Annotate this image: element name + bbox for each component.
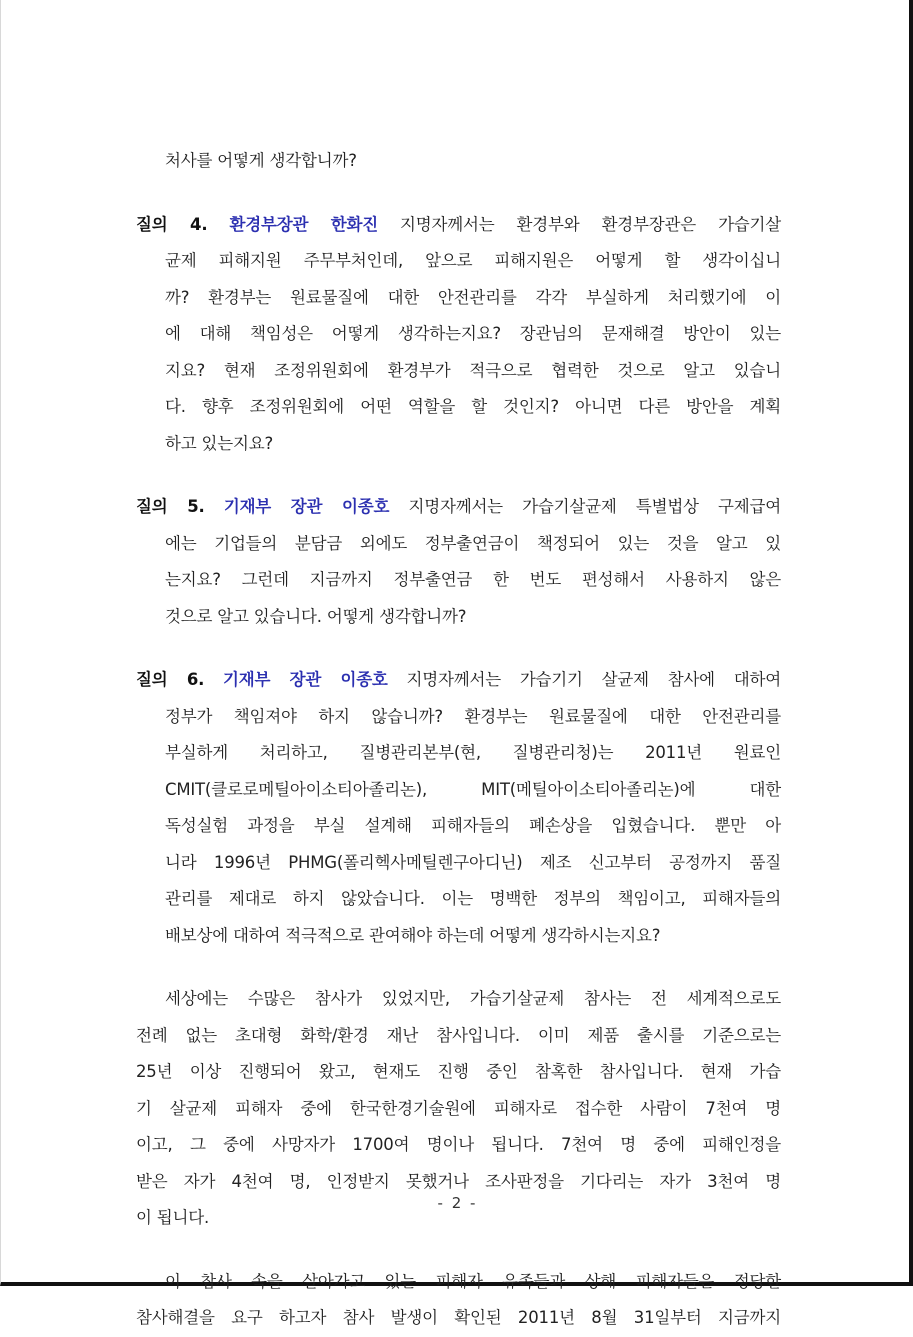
question-6-addressee: 기재부 장관 이종호	[223, 670, 388, 689]
text-line: 기 살균제 피해자 중에 한국한경기술원에 피해자로 접수한 사람이 7천여 명	[136, 1098, 781, 1118]
text-line: 참사해결을 요구 하고자 참사 발생이 확인된 2011년 8월 31일부터 지금까지	[136, 1308, 781, 1327]
paragraph-gap	[136, 954, 781, 981]
text-line: 받은 자가 4천여 명, 인정받지 못했거나 조사판정을 기다리는 자가 3천여 명	[136, 1171, 781, 1191]
question-4-first-line	[136, 207, 781, 244]
text-line: 처사를 어떻게 생각합니까?	[165, 151, 357, 170]
text-line: 다. 향후 조정위원회에 어떤 역할을 할 것인지? 아니면 다른 방안을 계획	[165, 397, 781, 416]
paragraph-gap	[136, 1237, 781, 1264]
text-line: 것으로 알고 있습니다. 어떻게 생각합니까?	[165, 606, 467, 626]
question-4-label: 질의 4.	[136, 214, 208, 234]
question-5	[136, 489, 781, 635]
question-6-first-line	[136, 662, 781, 699]
text-line: 균제 피해지원 주무부처인데, 앞으로 피해지원은 어떻게 할 생각이십니	[165, 251, 781, 270]
text-line: 세상에는 수많은 참사가 있었지만, 가습기살균제 참사는 전 세계적으로도	[165, 989, 781, 1008]
text-line: 부실하게 처리하고, 질병관리본부(현, 질병관리청)는 2011년 원료인	[165, 743, 781, 762]
question-5-first-text: 지명자께서는 가습기살균제 특별법상 구제급여	[408, 497, 781, 516]
question-4-first-text: 지명자께서는 환경부와 환경부장관은 가습기살	[400, 214, 782, 234]
page-number: - 2 -	[437, 1194, 478, 1212]
text-line: 하고 있는지요?	[165, 433, 274, 453]
text-line: CMIT(클로로메틸아이소티아졸리논), MIT(메틸아이소티아졸리논)에 대한	[165, 779, 781, 799]
text-line: 이 됩니다.	[136, 1208, 210, 1227]
document-body	[136, 143, 781, 1337]
question-5-addressee: 기재부 장관 이종호	[223, 497, 390, 516]
text-line: 정부가 책임져야 하지 않습니까? 환경부는 원료물질에 대한 안전관리를	[165, 706, 781, 726]
question-6-first-text: 지명자께서는 가습기기 살균제 참사에 대하여	[406, 670, 781, 689]
text-line: 전례 없는 초대형 화학/환경 재난 참사입니다. 이미 제품 출시를 기준으로는	[136, 1025, 781, 1045]
question-6	[136, 662, 781, 954]
text-line: 지요? 현재 조정위원회에 환경부가 적극으로 협력한 것으로 알고 있습니	[165, 360, 781, 380]
text-line: 까? 환경부는 원료물질에 대한 안전관리를 각각 부실하게 처리했기에 이	[165, 287, 781, 307]
text-line: 이고, 그 중에 사망자가 1700여 명이나 됩니다. 7천여 명 중에 피해인정을	[136, 1135, 781, 1154]
text-line: 니라 1996년 PHMG(폴리헥사메틸렌구아디닌) 제조 신고부터 공정까지 품질	[165, 852, 781, 872]
question-5-label: 질의 5.	[136, 497, 205, 516]
text-line: 독성실험 과정을 부실 설계해 피해자들의 폐손상을 입혔습니다. 뿐만 아	[165, 816, 781, 835]
text-line: 이 참사 속을 살아가고 있는 피해자 유족들과 상해 피해자들은 정당한	[165, 1271, 781, 1291]
question-4-addressee: 환경부장관 한화진	[229, 214, 378, 234]
text-line: 관리를 제대로 하지 않았습니다. 이는 명백한 정부의 책임이고, 피해자들의	[165, 889, 781, 908]
question-4	[136, 207, 781, 463]
body-paragraph-2	[136, 1264, 781, 1337]
text-line: 배보상에 대하여 적극적으로 관여해야 하는데 어떻게 생각하시는지요?	[165, 925, 661, 945]
text-line: 25년 이상 진행되어 왔고, 현재도 진행 중인 참혹한 참사입니다. 현재 가습	[136, 1062, 781, 1081]
text-line: 에는 기업들의 분담금 외에도 정부출연금이 책정되어 있는 것을 알고 있	[165, 533, 781, 553]
paragraph-gap	[136, 462, 781, 489]
text-line: 는지요? 그런데 지금까지 정부출연금 한 번도 편성해서 사용하지 않은	[165, 570, 781, 589]
paragraph-gap	[136, 635, 781, 662]
question-6-label: 질의 6.	[136, 670, 205, 689]
question-5-first-line	[136, 489, 781, 526]
paragraph-gap	[136, 180, 781, 207]
text-line: 에 대해 책임성은 어떻게 생각하는지요? 장관님의 문재해결 방안이 있는	[165, 324, 781, 343]
